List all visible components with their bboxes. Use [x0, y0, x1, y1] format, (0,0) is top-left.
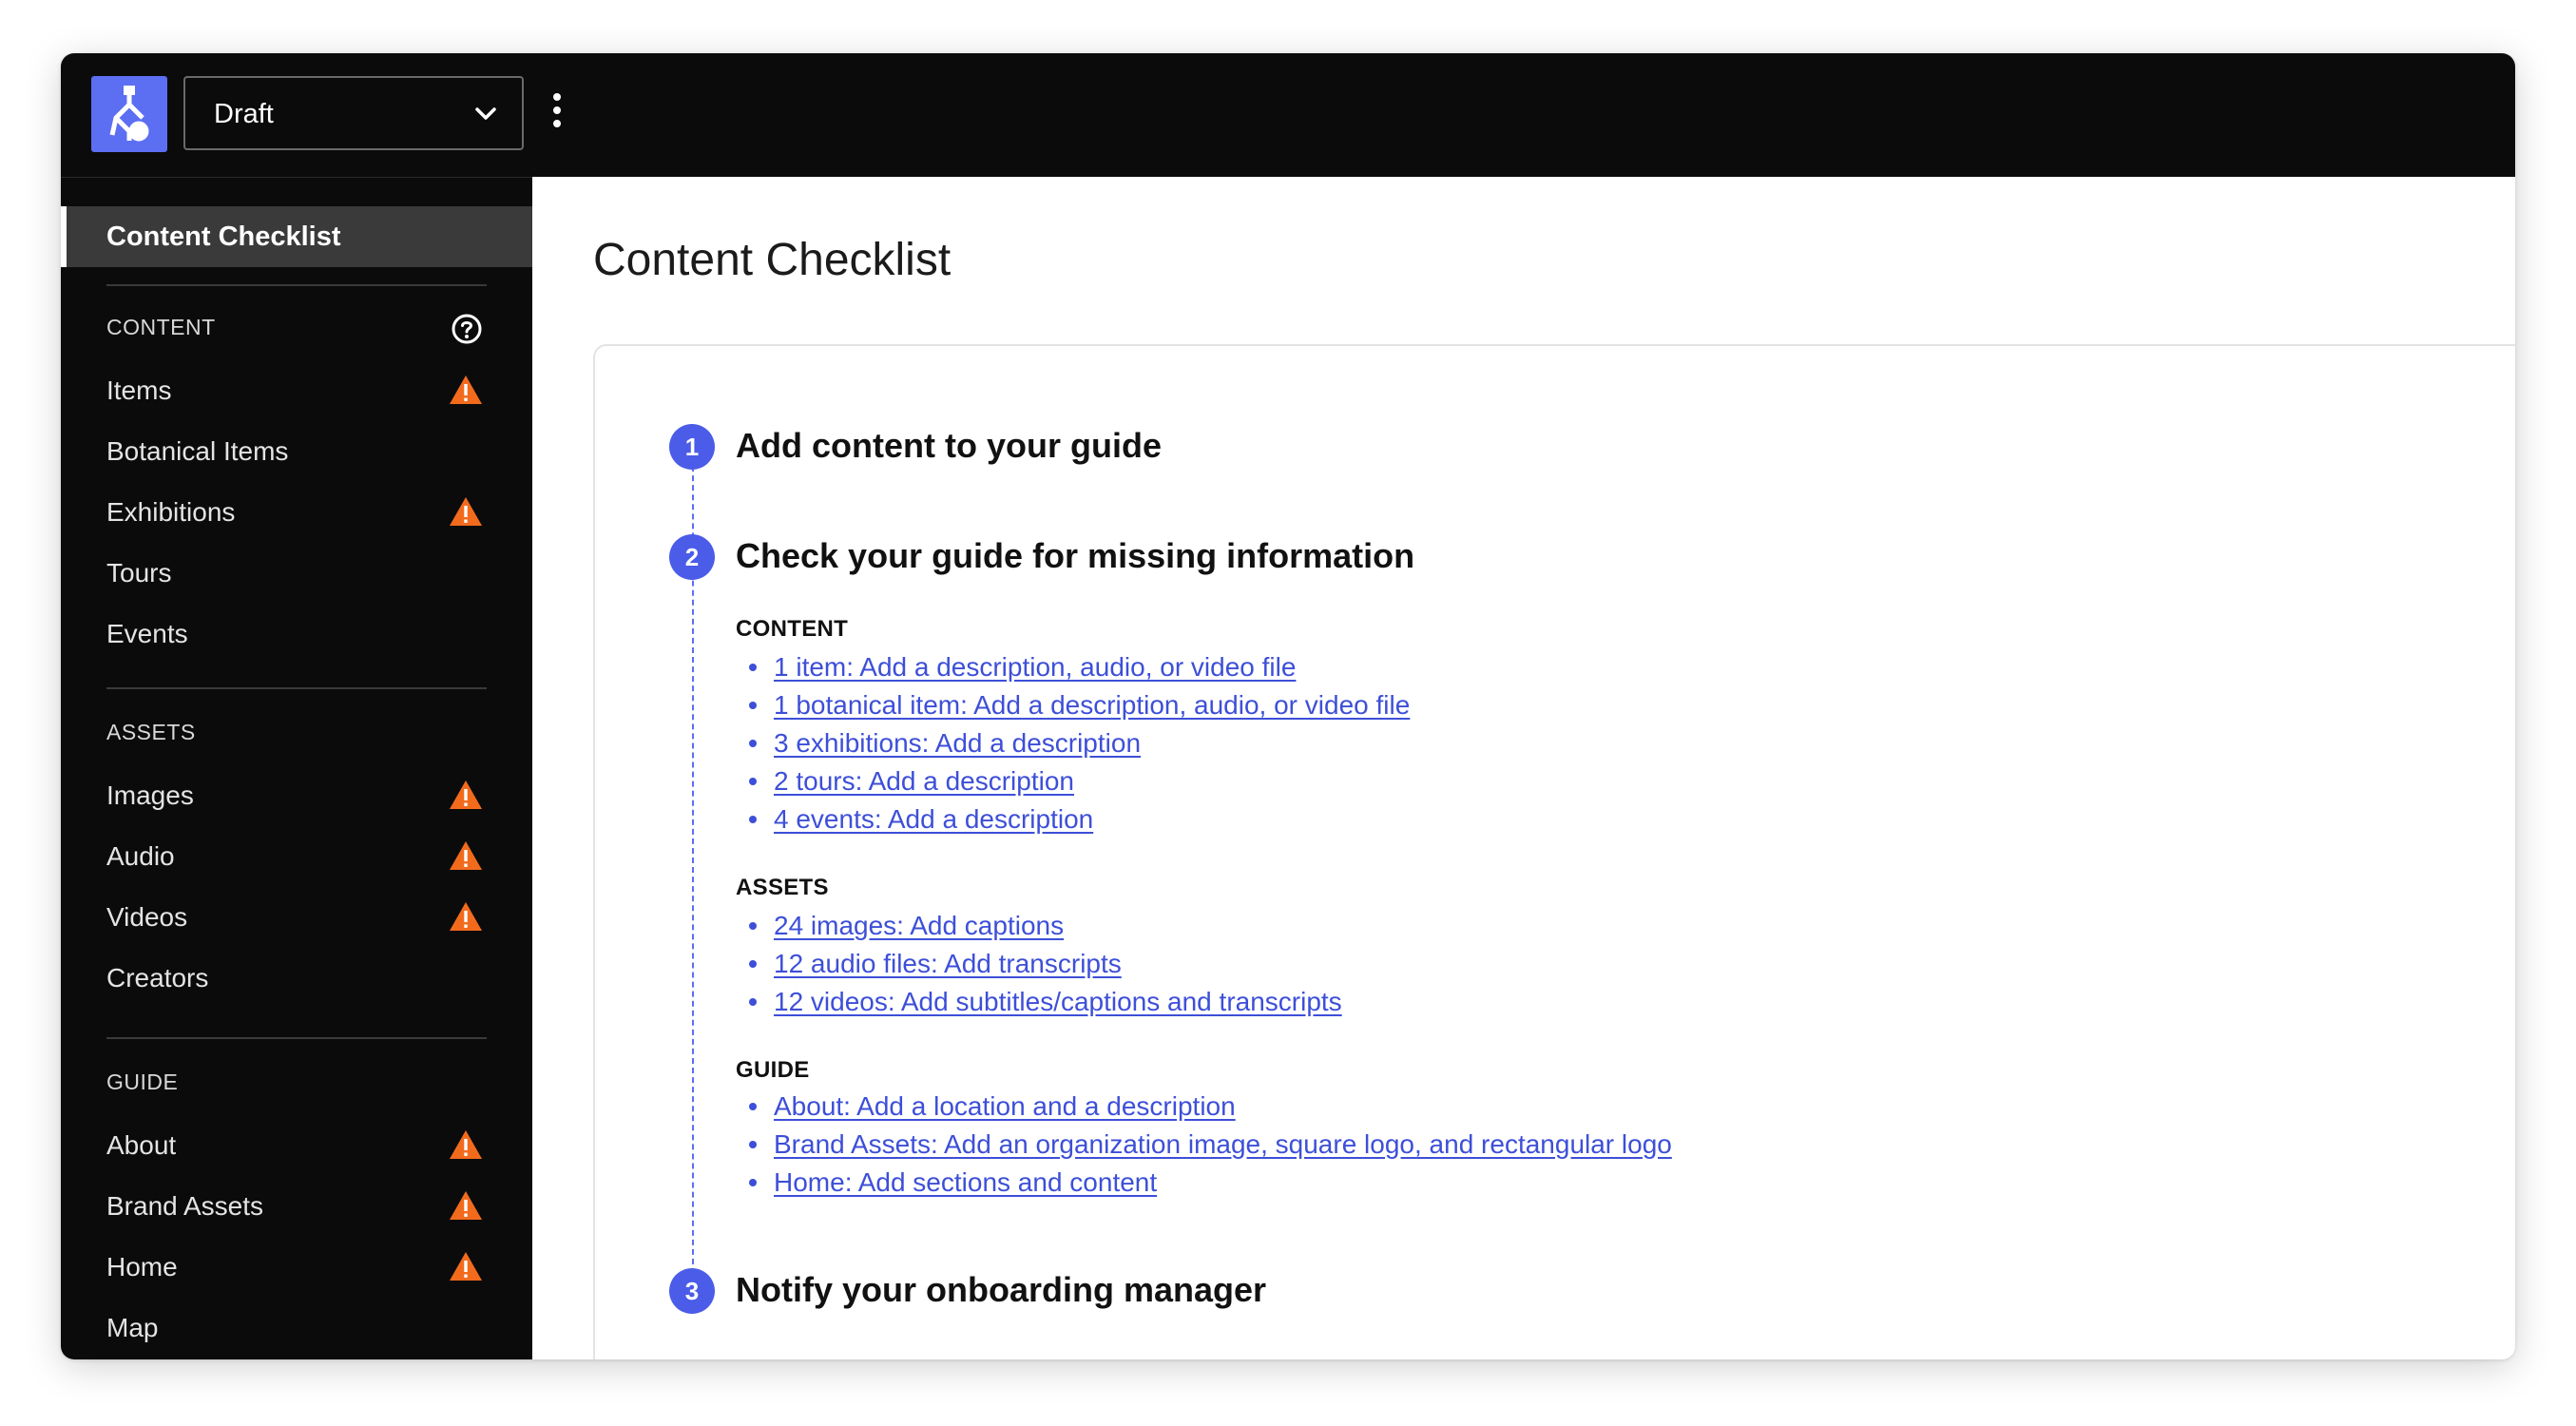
- checklist-links-guide: [736, 1088, 1672, 1202]
- checklist-group-guide: GUIDE: [736, 1057, 810, 1083]
- sidebar-section-guide: GUIDE: [106, 1070, 179, 1094]
- checklist-link[interactable]: 1 item: Add a description, audio, or video file: [774, 652, 1297, 682]
- list-item: [736, 724, 1410, 762]
- checklist-links-content: [736, 648, 1410, 838]
- checklist-link[interactable]: 12 videos: Add subtitles/captions and transcripts: [774, 987, 1342, 1016]
- sidebar-item-label: Map: [106, 1313, 159, 1342]
- sidebar-item-label: Images: [106, 780, 194, 810]
- checklist-card: [593, 344, 2515, 1359]
- sidebar-item-home[interactable]: [61, 1241, 532, 1294]
- sidebar-item-label: Videos: [106, 902, 188, 932]
- sidebar-item-tours[interactable]: [61, 547, 532, 600]
- step-number-badge: 3: [669, 1268, 715, 1314]
- sidebar-item-audio[interactable]: [61, 830, 532, 883]
- list-item: [736, 983, 1342, 1021]
- checklist-links-assets: [736, 907, 1342, 1021]
- warning-icon: [449, 839, 483, 872]
- sidebar-item-about[interactable]: [61, 1119, 532, 1172]
- sidebar-divider: [106, 284, 487, 286]
- checklist-link[interactable]: About: Add a location and a description: [774, 1091, 1236, 1121]
- list-item: [736, 1126, 1672, 1164]
- page-title: Content Checklist: [593, 235, 952, 285]
- checklist-link[interactable]: 24 images: Add captions: [774, 911, 1065, 940]
- sidebar-item-botanical-items[interactable]: [61, 425, 532, 478]
- list-item: [736, 1088, 1672, 1126]
- list-item: [736, 762, 1410, 800]
- sidebar-section-assets: ASSETS: [106, 720, 196, 744]
- sidebar-item-label: Audio: [106, 841, 175, 871]
- step-title: Notify your onboarding manager: [736, 1270, 1267, 1309]
- sidebar-item-label: About: [106, 1130, 177, 1160]
- draft-version-select[interactable]: [183, 76, 524, 150]
- checklist-link[interactable]: 4 events: Add a description: [774, 804, 1094, 834]
- app-logo[interactable]: [91, 76, 167, 152]
- warning-icon: [449, 1189, 483, 1222]
- sidebar-item-map[interactable]: [61, 1301, 532, 1355]
- sidebar-item-label: Creators: [106, 963, 209, 992]
- sidebar-item-label: Items: [106, 376, 172, 405]
- top-bar: [61, 53, 2515, 177]
- list-item: [736, 800, 1410, 838]
- chevron-down-icon: [474, 105, 497, 124]
- sidebar-item-videos[interactable]: [61, 891, 532, 944]
- sidebar: [61, 177, 532, 1359]
- checklist-link[interactable]: Home: Add sections and content: [774, 1167, 1158, 1197]
- warning-icon: [449, 1250, 483, 1282]
- checklist-link[interactable]: 12 audio files: Add transcripts: [774, 949, 1122, 978]
- sidebar-item-events[interactable]: [61, 607, 532, 661]
- sidebar-item-label: Brand Assets: [106, 1191, 263, 1221]
- list-item: [736, 1164, 1672, 1202]
- app-window: [61, 53, 2515, 1359]
- checklist-group-assets: ASSETS: [736, 875, 829, 900]
- sidebar-divider: [106, 687, 487, 689]
- sidebar-item-items[interactable]: [61, 364, 532, 417]
- sidebar-section-content: CONTENT: [106, 315, 216, 339]
- draft-select-value: Draft: [214, 99, 274, 129]
- warning-icon: [449, 495, 483, 528]
- sidebar-item-images[interactable]: [61, 769, 532, 822]
- sidebar-item-brand-assets[interactable]: [61, 1180, 532, 1233]
- sidebar-item-label: Botanical Items: [106, 436, 289, 466]
- checklist-link[interactable]: 1 botanical item: Add a description, audio, or video file: [774, 690, 1411, 720]
- checklist-group-content: CONTENT: [736, 616, 849, 642]
- step-number-badge: 2: [669, 534, 715, 580]
- checklist-link[interactable]: Brand Assets: Add an organization image, square logo, and rectangular logo: [774, 1129, 1672, 1159]
- step-number-badge: 1: [669, 424, 715, 470]
- list-item: [736, 907, 1342, 945]
- step-title: Check your guide for missing information: [736, 536, 1415, 575]
- sidebar-item-creators[interactable]: [61, 952, 532, 1005]
- help-circle-icon[interactable]: [451, 313, 483, 345]
- warning-icon: [449, 374, 483, 406]
- list-item: [736, 945, 1342, 983]
- sidebar-item-label: Home: [106, 1252, 178, 1281]
- sidebar-item-content-checklist[interactable]: [61, 206, 532, 267]
- sidebar-divider: [106, 1037, 487, 1039]
- list-item: [736, 648, 1410, 686]
- sidebar-item-label: Exhibitions: [106, 497, 236, 527]
- step-title: Add content to your guide: [736, 426, 1162, 465]
- checklist-link[interactable]: 2 tours: Add a description: [774, 766, 1074, 796]
- sidebar-item-exhibitions[interactable]: [61, 486, 532, 539]
- sidebar-item-label: Events: [106, 619, 188, 648]
- kebab-menu-icon[interactable]: [549, 93, 565, 135]
- checklist-link[interactable]: 3 exhibitions: Add a description: [774, 728, 1142, 758]
- main-content: [532, 177, 2515, 1359]
- sidebar-item-label: Content Checklist: [106, 222, 341, 252]
- warning-icon: [449, 1128, 483, 1161]
- list-item: [736, 686, 1410, 724]
- warning-icon: [449, 779, 483, 811]
- sidebar-item-label: Tours: [106, 558, 172, 588]
- warning-icon: [449, 900, 483, 933]
